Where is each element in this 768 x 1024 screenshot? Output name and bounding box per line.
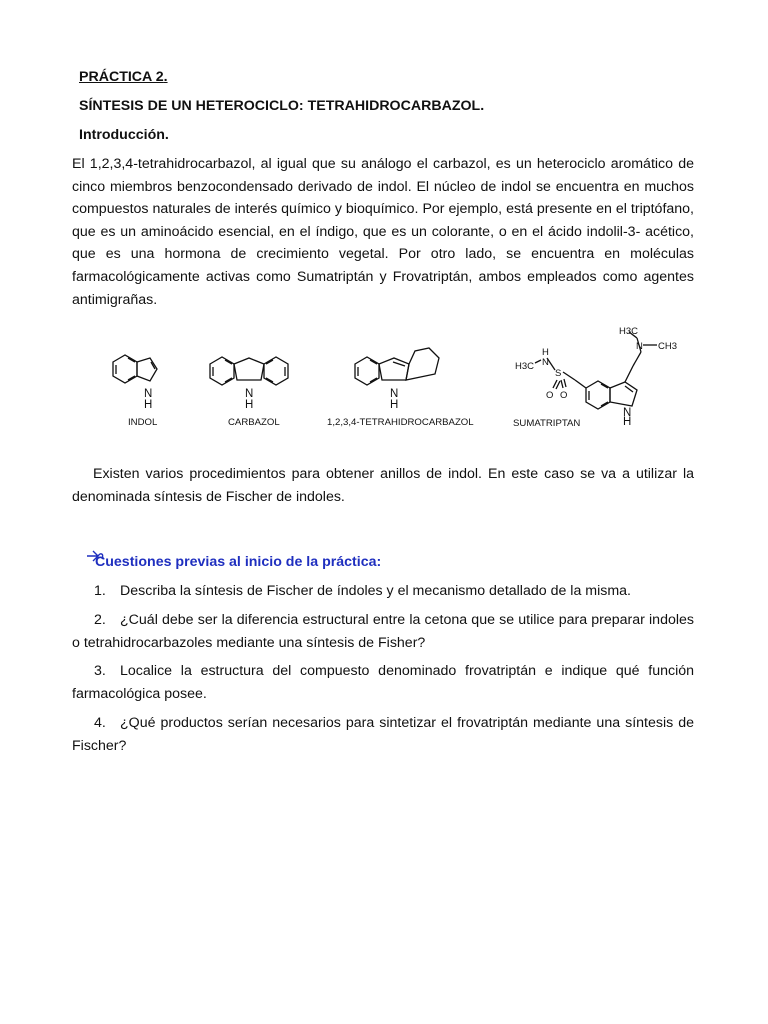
question-item: 1. Describa la síntesis de Fischer de índoles y el mecanismo detallado de la misma. (94, 583, 631, 599)
suma-h3c-top: H3C (619, 326, 639, 337)
carbazol-label: CARBAZOL (228, 417, 280, 428)
method-paragraph: Existen varios procedimientos para obtener anillos de indol. En este caso se va a utilizar la denominada síntesis de Fischer de indoles. (72, 466, 694, 505)
suma-amine-n-atom: N (636, 341, 643, 352)
suma-sulfonamide-h-atom: H (542, 347, 549, 358)
suma-ch3-right: CH3 (658, 341, 678, 352)
thc-n-atom: N (390, 388, 399, 400)
suma-indole-n-atom: N (623, 407, 632, 419)
indol-structure (113, 355, 157, 383)
chemical-structures-figure (95, 318, 715, 438)
tetrahidrocarbazol-structure (355, 348, 439, 385)
suma-o-atom-2: O (560, 390, 568, 401)
indol-label: INDOL (128, 417, 158, 428)
carbazol-n-atom: N (245, 388, 254, 400)
question-item: 3. Localice la estructura del compuesto denominado frovatriptán e indique qué función farmacológica posee. (72, 663, 694, 702)
intro-heading: Introducción. (79, 127, 169, 143)
indol-h-atom: H (144, 399, 153, 411)
tetrahidrocarbazol-label: 1,2,3,4-TETRAHIDROCARBAZOL (327, 417, 474, 428)
intro-paragraph: El 1,2,3,4-tetrahidrocarbazol, al igual que su análogo el carbazol, es un heterociclo aromático de cinco miembros benzocondensado derivado de indol. El núcleo de indol se encuentra en muchos compuestos naturales de interés químico y bioquímico. Por ejemplo, está presente en el triptófano, que es un aminoácido esencial, en el índigo, que es un colorante, o en el ácido indolil-3- acético, que es una hormona de crecimiento vegetal. Por otro lado, se encuentra en moléculas farmacológicamente activas como Sumatriptán y Frovatriptán, ambos empleados como agentes antimigrañas. (72, 156, 694, 308)
question-item: 4. ¿Qué productos serían necesarios para sintetizar el frovatriptán mediante una síntesis de Fischer? (72, 715, 694, 754)
question-item: 2. ¿Cuál debe ser la diferencia estructural entre la cetona que se utilice para preparar indoles o tetrahidrocarbazoles mediante una síntesis de Fisher? (72, 612, 694, 651)
suma-h3c-left: H3C (515, 361, 535, 372)
thc-h-atom: H (390, 399, 399, 411)
carbazol-structure (210, 357, 288, 385)
carbazol-h-atom: H (245, 399, 254, 411)
suma-sulfonamide-n-atom: N (542, 357, 549, 368)
suma-s-atom: S (555, 368, 562, 379)
indol-n-atom: N (144, 388, 153, 400)
suma-o-atom-1: O (546, 390, 554, 401)
sumatriptan-label: SUMATRIPTAN (513, 418, 581, 429)
questions-heading: Cuestiones previas al inicio de la práctica: (95, 554, 382, 570)
practice-subtitle: SÍNTESIS DE UN HETEROCICLO: TETRAHIDROCARBAZOL. (79, 98, 485, 114)
practice-title: PRÁCTICA 2. (79, 69, 168, 85)
suma-indole-h-atom: H (623, 416, 632, 428)
